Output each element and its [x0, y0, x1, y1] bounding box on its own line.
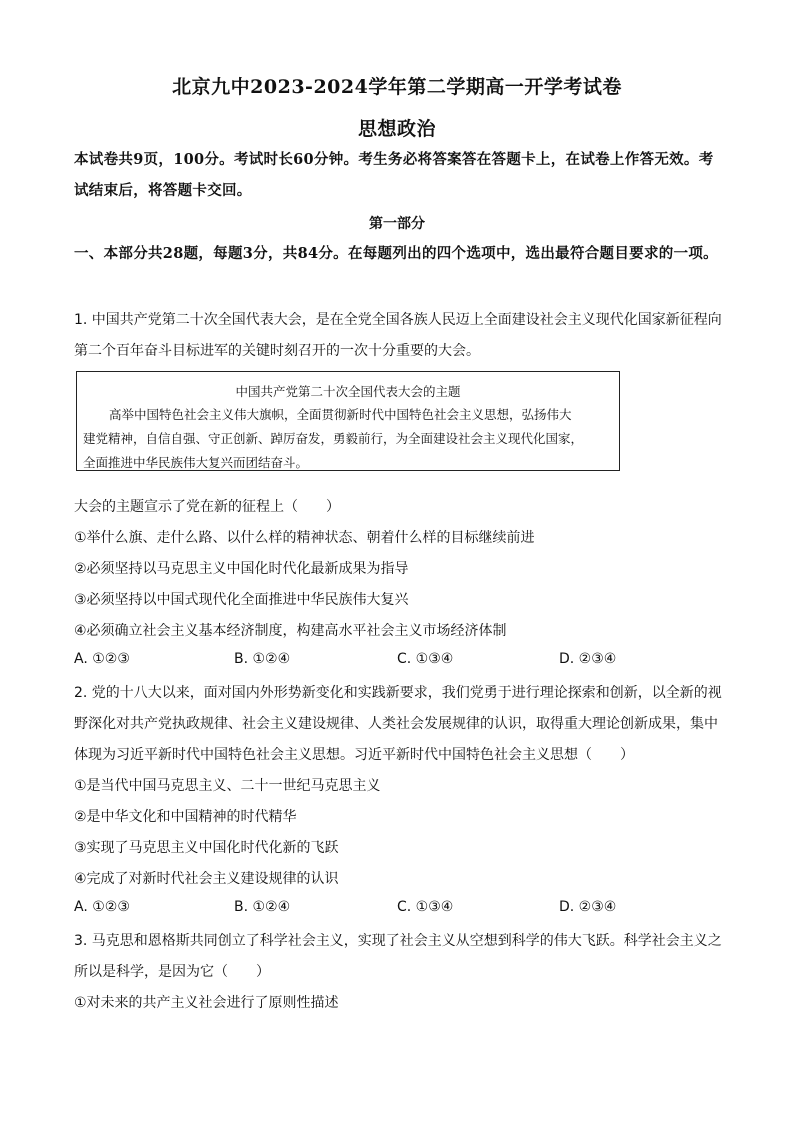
q1-statement-1: ①举什么旗、走什么路、以什么样的精神状态、朝着什么样的目标继续前进 — [74, 530, 535, 546]
q2-options — [74, 899, 714, 919]
q1-statement-4: ④必须确立社会主义基本经济制度，构建高水平社会主义市场经济体制 — [74, 623, 507, 639]
q1-option-b[interactable]: B. ①②④ — [234, 651, 291, 667]
q2-stem-line-2: 野深化对共产党执政规律、社会主义建设规律、人类社会发展规律的认识，取得重大理论创新成果，集中 — [74, 716, 718, 732]
q2-stem-line-3: 体现为习近平新时代中国特色社会主义思想。习近平新时代中国特色社会主义思想（ ） — [74, 747, 634, 763]
subject-title: 思想政治 — [357, 118, 436, 140]
q2-statement-2: ②是中华文化和中国精神的时代精华 — [74, 809, 297, 825]
q3-stem-line-1: 3. 马克思和恩格斯共同创立了科学社会主义，实现了社会主义从空想到科学的伟大飞跃。科学社会主义之 — [74, 933, 722, 949]
q1-material-box — [76, 371, 620, 471]
q2-statement-3: ③实现了马克思主义中国化时代化新的飞跃 — [74, 840, 339, 856]
q3-statement-1: ①对未来的共产主义社会进行了原则性描述 — [74, 995, 339, 1011]
q1-option-a[interactable]: A. ①②③ — [74, 651, 130, 667]
exam-title: 北京九中2023-2024学年第二学期高一开学考试卷 — [172, 76, 622, 98]
q1-stem-line-1: 1. 中国共产党第二十次全国代表大会，是在全党全国各族人民迈上全面建设社会主义现代化国家新征程向 — [74, 312, 722, 328]
q1-material-line-3: 全面推进中华民族伟大复兴而团结奋斗。 — [83, 455, 309, 470]
q1-prompt: 大会的主题宣示了党在新的征程上（ ） — [74, 499, 340, 515]
section-heading: 一、本部分共28题，每题3分，共84分。在每题列出的四个选项中，选出最符合题目要求的一项。 — [74, 245, 718, 262]
q1-option-c[interactable]: C. ①③④ — [397, 651, 454, 667]
q2-statement-1: ①是当代中国马克思主义、二十一世纪马克思主义 — [74, 778, 381, 794]
q2-option-c[interactable]: C. ①③④ — [397, 899, 454, 915]
q1-stem-line-2: 第二个百年奋斗目标进军的关键时刻召开的一次十分重要的大会。 — [74, 343, 480, 359]
q1-statement-3: ③必须坚持以中国式现代化全面推进中华民族伟大复兴 — [74, 592, 409, 608]
q2-option-a[interactable]: A. ①②③ — [74, 899, 130, 915]
q2-option-d[interactable]: D. ②③④ — [559, 899, 617, 915]
q1-material-line-2: 建党精神，自信自强、守正创新、踔厉奋发，勇毅前行，为全面建设社会主义现代化国家， — [83, 431, 584, 446]
q2-option-b[interactable]: B. ①②④ — [234, 899, 291, 915]
q1-material-title: 中国共产党第二十次全国代表大会的主题 — [235, 384, 461, 399]
q2-statement-4: ④完成了对新时代社会主义建设规律的认识 — [74, 871, 339, 887]
q3-stem-line-2: 所以是科学，是因为它（ ） — [74, 964, 270, 980]
q1-options — [74, 651, 714, 671]
q1-material-line-1: 高举中国特色社会主义伟大旗帜，全面贯彻新时代中国特色社会主义思想，弘扬伟大 — [109, 407, 572, 422]
q2-stem-line-1: 2. 党的十八大以来，面对国内外形势新变化和实践新要求，我们党勇于进行理论探索和创新，以全新的视 — [74, 685, 722, 701]
q1-statement-2: ②必须坚持以马克思主义中国化时代化最新成果为指导 — [74, 561, 409, 577]
part-label: 第一部分 — [369, 216, 425, 232]
q1-option-d[interactable]: D. ②③④ — [559, 651, 617, 667]
exam-instructions: 本试卷共9页，100分。考试时长60分钟。考生务必将答案答在答题卡上，在试卷上作答无效。考试结束后，将答题卡交回。 — [74, 151, 714, 199]
